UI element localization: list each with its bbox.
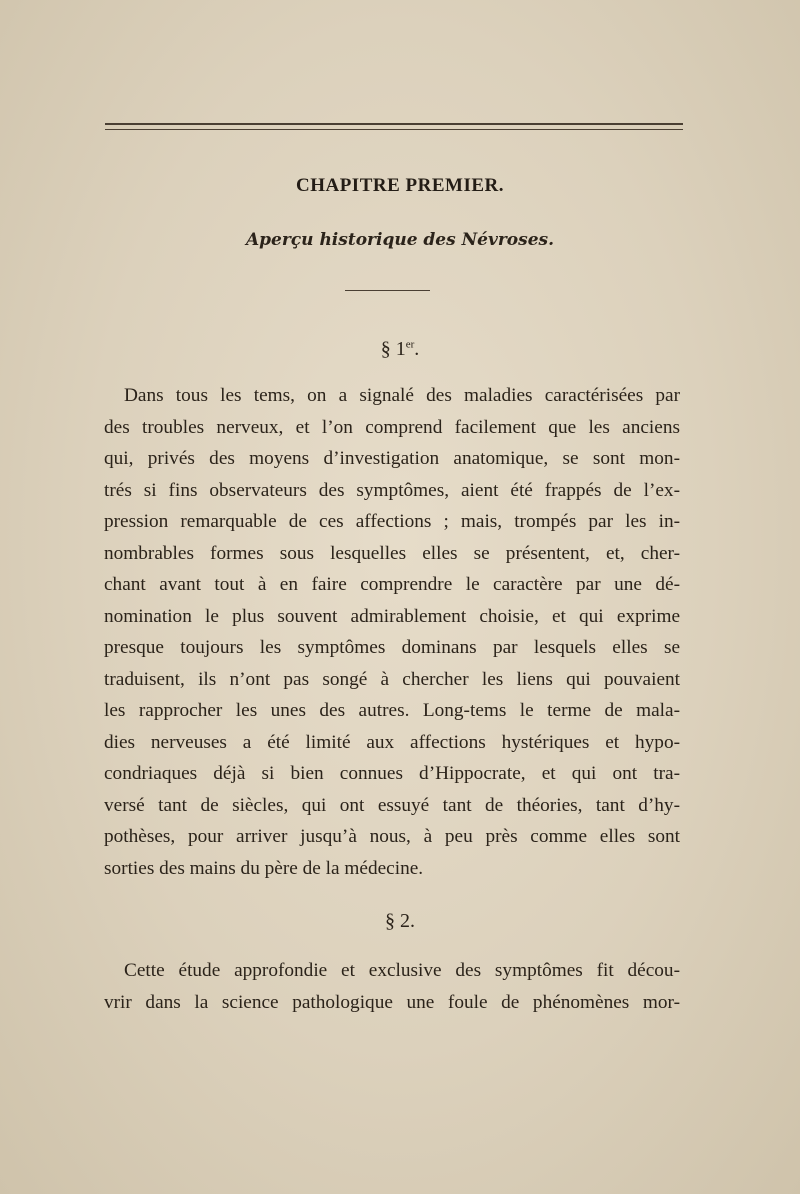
paragraph-line: Cette étude approfondie et exclusive des symptômes fit décou- <box>124 960 680 981</box>
paragraph-line: sorties des mains du père de la médecine. <box>104 857 424 879</box>
header-double-rule <box>105 123 683 130</box>
paragraph-line: nomination le plus souvent admirablement choisie, et qui exprime <box>104 605 680 627</box>
paragraph-line: pression remarquable de ces affections ; mais, trompés par les in- <box>104 511 680 532</box>
section-1-paragraph <box>104 380 680 884</box>
paragraph-line: chant avant tout à en faire comprendre le caractère par une dé- <box>104 574 680 595</box>
chapter-subtitle: Aperçu historique des Névroses. <box>245 230 555 250</box>
section-1-sup: er <box>405 338 415 351</box>
paragraph-line: des troubles nerveux, et l’on comprend facilement que les anciens <box>104 416 680 438</box>
section-1-heading <box>0 338 800 361</box>
paragraph-line: dies nerveuses a été limité aux affections hystériques et hypo- <box>104 731 680 753</box>
section-2-heading: § 2. <box>385 910 415 932</box>
paragraph-line: Dans tous les tems, on a signalé des maladies caractérisées par <box>124 385 680 406</box>
paragraph-line: qui, privés des moyens d’investigation anatomique, se sont mon- <box>104 448 680 469</box>
subtitle-rule <box>345 290 430 291</box>
chapter-title: CHAPITRE PREMIER. <box>295 175 504 196</box>
paragraph-line: trés si fins observateurs des symptômes, aient été frappés de l’ex- <box>104 479 680 501</box>
paragraph-line: nombrables formes sous lesquelles elles se présentent, et, cher- <box>104 542 680 564</box>
paragraph-line: traduisent, ils n’ont pas songé à chercher les liens qui pouvaient <box>104 668 680 690</box>
paragraph-line: vrir dans la science pathologique une foule de phénomènes mor- <box>104 991 680 1013</box>
paragraph-line: les rapprocher les unes des autres. Long-tems le terme de mala- <box>104 700 680 721</box>
section-2-paragraph <box>104 955 680 1018</box>
section-1-dot: . <box>414 338 420 360</box>
paragraph-line: presque toujours les symptômes dominans par lesquels elles se <box>104 637 680 658</box>
paragraph-line: condriaques déjà si bien connues d’Hippocrate, et qui ont tra- <box>104 763 680 784</box>
paragraph-line: versé tant de siècles, qui ont essuyé tant de théories, tant d’hy- <box>104 794 680 816</box>
paragraph-line: pothèses, pour arriver jusqu’à nous, à peu près comme elles sont <box>104 826 680 847</box>
section-1-mark: § 1 <box>380 338 406 360</box>
